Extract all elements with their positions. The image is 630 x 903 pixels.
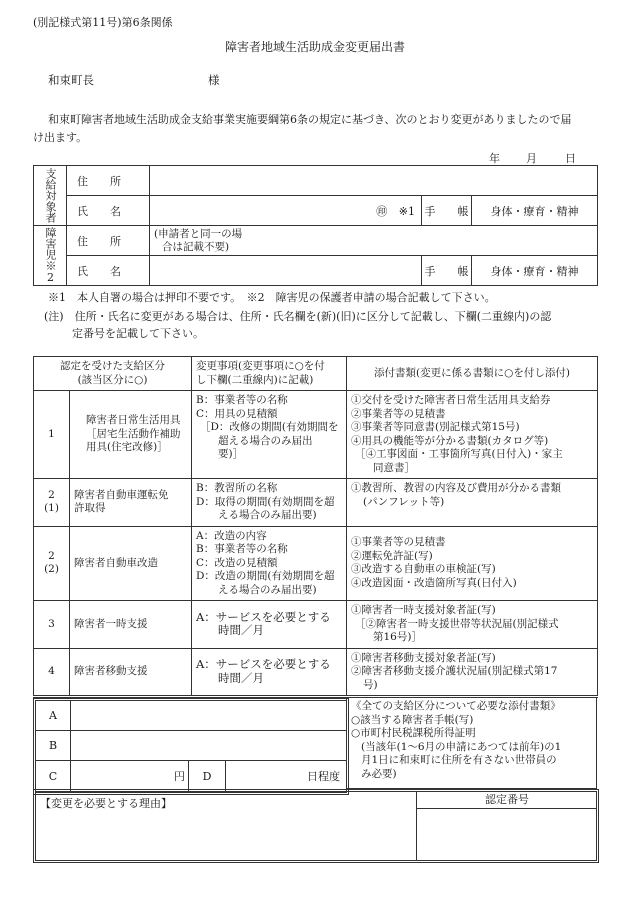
subject-address-field[interactable] (150, 166, 598, 196)
row-attachments[interactable]: ①教習所、教習の内容及び費用が分かる書類 (パンフレット等) (347, 479, 598, 527)
subject-name-row (34, 196, 598, 226)
row-change-items[interactable]: A：改造の内容 B：事業者等の名称 C：改造の見積額 D：改造の期間(有効期間を超 える場合のみ届出要) (192, 526, 347, 601)
subject-name-label: 氏 名 (67, 196, 150, 226)
row-attachments[interactable]: ①事業者等の見積書 ②運転免許証(写) ③改造する自動車の車検証(写) ④改造図面・改造箇所写真(日付入) (347, 526, 598, 601)
subject-address-label: 住 所 (67, 166, 150, 196)
applicant-table (33, 165, 598, 286)
change-entry-box (33, 698, 349, 795)
note-2-line2: 定番号を記載して下さい。 (72, 327, 204, 340)
child-name-label: 氏 名 (67, 256, 150, 286)
child-label: 障害児※2 (44, 227, 57, 284)
cert-number-field[interactable] (417, 809, 597, 855)
row-attachments[interactable]: ①障害者一時支援対象者証(写) ［②障害者一時支援世帯等状況届(別記様式 第16号)］ (347, 601, 598, 649)
row-number[interactable]: 3 (34, 601, 70, 649)
reason-field[interactable] (40, 810, 412, 856)
child-name-row (34, 256, 598, 286)
subject-name-field[interactable] (150, 196, 422, 226)
note-2-line1: (注) 住所・氏名に変更がある場合は、住所・氏名欄を(新)(旧)に区分して記載し、下欄(二重線内)の認 (44, 310, 552, 323)
child-address-label: 住 所 (67, 226, 150, 256)
common-attachments: 《全ての支給区分について必要な添付書類》 ○該当する障害者手帳(写) ○市町村民税課税所得証明 (当該年(1～6月の申請にあつては前年)の1 月1日に和束町に住所を有さない世帯員の み必要) (346, 698, 597, 789)
child-name-field[interactable] (150, 256, 422, 286)
subject-techo-label: 手 帳 (422, 196, 472, 226)
header-change-items: 変更事項(変更事項に○を付 し下欄(二重線内)に記載) (192, 357, 347, 391)
table-row (34, 648, 598, 697)
reason-box (33, 789, 599, 863)
change-table-header (34, 357, 598, 391)
header-category: 認定を受けた支給区分 (該当区分に○) (34, 357, 192, 391)
subject-label: 支給対象者 (44, 168, 57, 223)
reason-label: 【変更を必要とする理由】 (40, 797, 172, 810)
certification-section (416, 792, 597, 860)
intro-text-line1: 和束町障害者地域生活助成金支給事業実施要綱第6条の規定に基づき、次のとおり変更がありましたので届 (48, 113, 572, 126)
seal-mark: ㊞ (376, 204, 388, 218)
intro-text-line2: け出ます。 (33, 131, 88, 144)
row-change-items[interactable]: A：サービスを必要とする 時間／月 (192, 601, 347, 649)
row-number[interactable]: 2 (1) (34, 479, 70, 527)
table-row (34, 601, 598, 649)
subject-techo-types[interactable]: 身体・療育・精神 (472, 196, 598, 226)
row-category: 障害者自動車改造 (70, 526, 192, 601)
child-techo-types[interactable]: 身体・療育・精神 (472, 256, 598, 286)
addressee: 和束町長 (48, 73, 94, 87)
entry-row-a[interactable] (36, 701, 346, 731)
seal-note: ※1 (398, 204, 415, 218)
child-techo-label: 手 帳 (422, 256, 472, 286)
entry-label-a: A (36, 701, 71, 730)
form-reference: (別記様式第11号)第6条関係 (33, 16, 173, 29)
row-attachments[interactable]: ①障害者移動支援対象者証(写) ②障害者移動支援介護状況届(別記様式第17 号) (347, 648, 598, 697)
same-note-line1: (申請者と同一の場 (154, 227, 243, 240)
row-attachments[interactable]: ①交付を受けた障害者日常生活用具支給券 ②事業者等の見積書 ③事業者等同意書(別記様式第15号) ④用具の機能等が分かる書類(カタログ等) ［④工事図面・工事箇所写真(日付入)・家主 同意書］ (347, 391, 598, 479)
table-row (34, 526, 598, 601)
child-address-field[interactable] (150, 226, 598, 256)
row-category: 障害者自動車運転免 許取得 (70, 479, 192, 527)
subject-label-cell (34, 166, 67, 226)
row-number[interactable]: 2 (2) (34, 526, 70, 601)
change-table (33, 356, 598, 698)
row-category: 障害者日常生活用具 ［居宅生活動作補助 用具(住宅改修)］ (70, 391, 192, 479)
row-number[interactable]: 4 (34, 648, 70, 697)
entry-row-b[interactable] (36, 731, 346, 761)
entry-label-b: B (36, 731, 71, 760)
entry-label-c: C (36, 761, 71, 792)
row-change-items[interactable]: A：サービスを必要とする 時間／月 (192, 648, 347, 697)
honorific: 様 (208, 73, 220, 87)
date-month-label: 月 (526, 152, 537, 165)
subject-address-row (34, 166, 598, 196)
days-unit: 日程度 (307, 770, 340, 783)
row-category: 障害者一時支援 (70, 601, 192, 649)
table-row (34, 391, 598, 479)
row-category: 障害者移動支援 (70, 648, 192, 697)
date-year-label: 年 (489, 152, 500, 165)
child-address-row (34, 226, 598, 256)
header-attachments: 添付書類(変更に係る書類に○を付し添付) (347, 357, 598, 391)
entry-row-cd[interactable] (36, 761, 346, 792)
cert-number-label: 認定番号 (417, 792, 597, 809)
entry-label-d: D (188, 761, 226, 792)
child-label-cell (34, 226, 67, 286)
same-note-line2: 合は記載不要) (162, 240, 230, 253)
document-title: 障害者地域生活助成金変更届出書 (224, 40, 405, 54)
date-day-label: 日 (565, 152, 576, 165)
yen-unit: 円 (174, 770, 185, 783)
row-change-items[interactable]: B：事業者等の名称 C：用具の見積額 ［D：改修の期間(有効期間を 超える場合のみ届出 要)］ (192, 391, 347, 479)
row-number[interactable]: 1 (34, 391, 70, 479)
note-1: ※1 本人自署の場合は押印不要です。 ※2 障害児の保護者申請の場合記載して下さい。 (48, 291, 496, 304)
row-change-items[interactable]: B：教習所の名称 D：取得の期間(有効期間を超 える場合のみ届出要) (192, 479, 347, 527)
table-row (34, 479, 598, 527)
